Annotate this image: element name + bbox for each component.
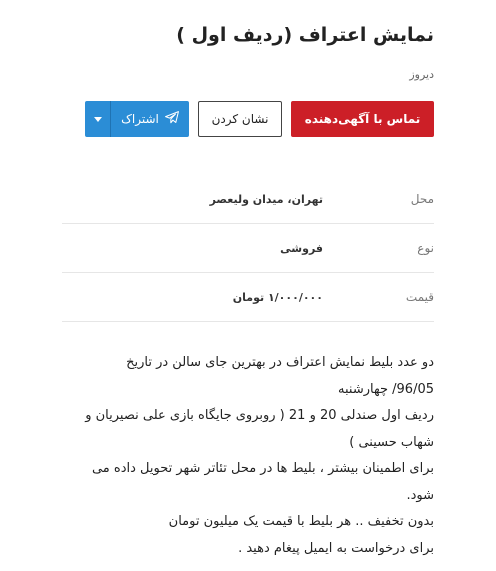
- description-line: بدون تخفیف .. هر بلیط با قیمت یک میلیون تومان: [168, 514, 434, 529]
- share-button-group: [85, 101, 189, 137]
- action-bar: [85, 101, 434, 137]
- description-line: برای درخواست به ایمیل پیغام دهید .: [238, 540, 434, 556]
- share-label: اشتراک: [121, 112, 159, 126]
- listing-description: [62, 350, 434, 562]
- detail-label: قیمت: [405, 290, 434, 304]
- description-line: 96/05/ چهارشنبه: [338, 381, 434, 397]
- caret-down-icon: [94, 117, 102, 122]
- posted-time: دیروز: [409, 68, 434, 81]
- detail-label: محل: [410, 192, 434, 206]
- description-line: ردیف اول صندلی 20 و 21 ( روبروی جایگاه بازی علی نصیریان و: [85, 408, 434, 423]
- description-line: دو عدد بلیط نمایش اعتراف در بهترین جای سالن در تاریخ: [126, 355, 434, 370]
- listing-title: نمایش اعتراف (ردیف اول ): [176, 24, 434, 46]
- detail-label: نوع: [417, 241, 434, 255]
- detail-value: فروشی: [280, 241, 323, 255]
- detail-row-type: [62, 224, 434, 273]
- detail-value: ۱/۰۰۰/۰۰۰ تومان: [232, 290, 323, 304]
- contact-advertiser-button[interactable]: تماس با آگهی‌دهنده: [291, 101, 434, 137]
- detail-row-price: [62, 273, 434, 322]
- share-button[interactable]: [111, 101, 189, 137]
- bookmark-button[interactable]: نشان کردن: [198, 101, 282, 137]
- description-line: شود.: [406, 487, 434, 503]
- share-icon: [165, 111, 179, 127]
- details-list: [62, 175, 434, 322]
- detail-row-location: [62, 175, 434, 224]
- description-line: برای اطمینان بیشتر ، بلیط ها در محل تئاتر شهر تحویل داده می: [91, 461, 434, 476]
- description-line: شهاب حسینی ): [349, 434, 434, 450]
- detail-value: تهران، میدان ولیعصر: [209, 192, 323, 206]
- share-dropdown-toggle[interactable]: [85, 101, 111, 137]
